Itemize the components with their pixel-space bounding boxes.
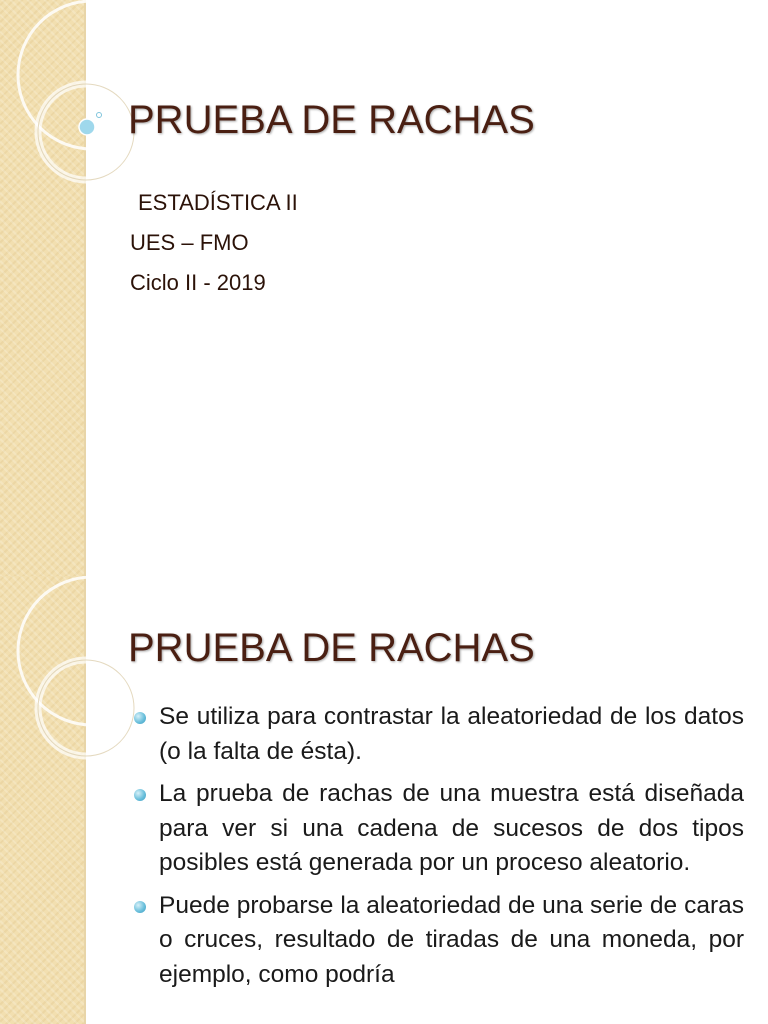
- bullet-item: [128, 700, 744, 769]
- bullet-item: [128, 777, 744, 881]
- institution: UES – FMO: [130, 230, 249, 255]
- bullet-text: Se utiliza para contrastar la aleatoriedad de los datos (o la falta de ésta).: [159, 703, 744, 765]
- bullet-text: La prueba de rachas de una muestra está diseñada para ver si una cadena de sucesos de dos tipos posibles está generada por un proceso aleatorio.: [159, 780, 744, 876]
- course-name: ESTADÍSTICA II: [138, 190, 298, 215]
- bullet-text: Puede probarse la aleatoriedad de una serie de caras o cruces, resultado de tiradas de una moneda, por ejemplo, como podría: [159, 891, 744, 988]
- bullet-icon: [134, 789, 146, 801]
- bullet-item: [128, 889, 744, 993]
- bullet-icon: [134, 901, 146, 913]
- slide-title: PRUEBA DE RACHAS: [128, 98, 535, 142]
- cycle-year: Ciclo II - 2019: [130, 270, 266, 295]
- sidebar-edge: [84, 0, 86, 576]
- bullet-icon: [134, 712, 146, 724]
- decorative-sidebar: [0, 576, 84, 1024]
- slide-title: PRUEBA DE RACHAS: [128, 626, 535, 670]
- sidebar-edge: [84, 576, 86, 1024]
- decorative-sidebar: [0, 0, 84, 576]
- slide-2: [0, 576, 768, 1024]
- bullet-list: [128, 700, 744, 1000]
- subtitle-block: [130, 186, 298, 306]
